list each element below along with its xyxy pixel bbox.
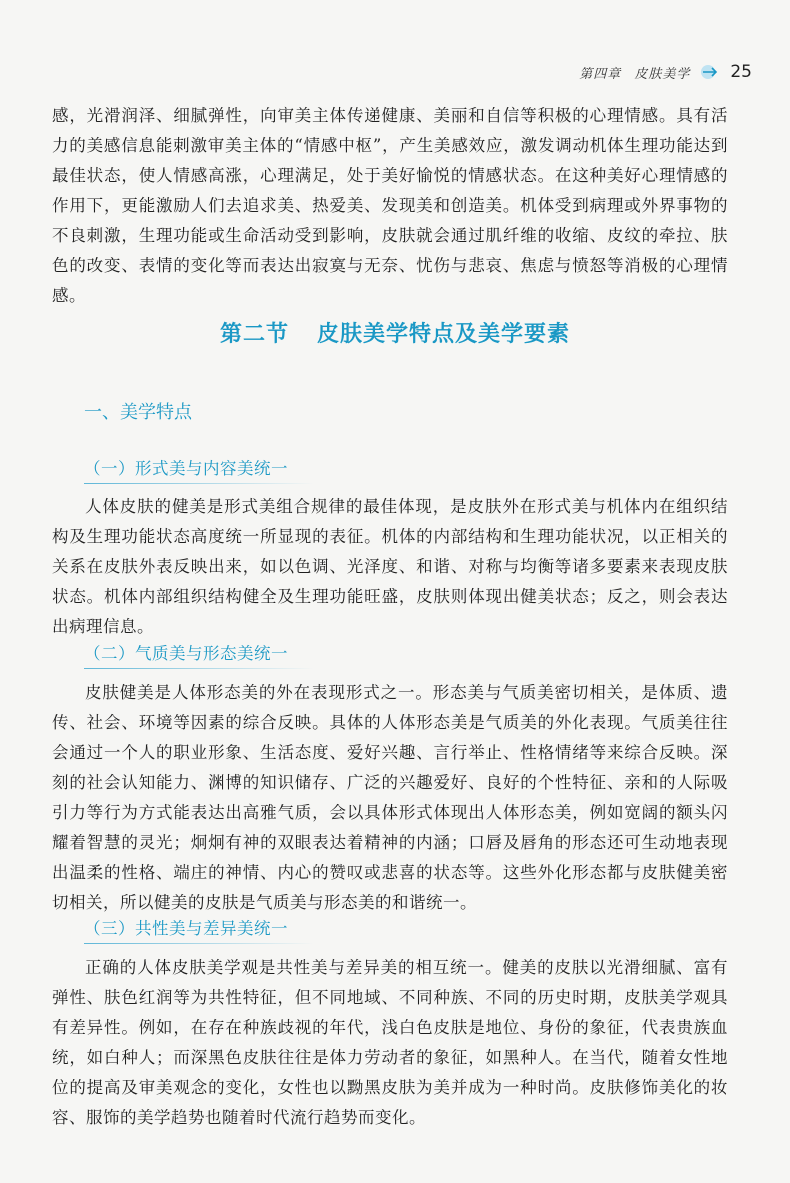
section-number: 第二节 [219,322,289,347]
item-paragraph-1: 人体皮肤的健美是形式美组合规律的最佳体现，是皮肤外在形式美与机体内在组织结构及生理功能状态高度统一所显现的表征。机体的内部结构和生理功能状况，以正相关的关系在皮肤外表反映出来，如以色调、光泽度、和谐、对称与均衡等诸多要素来表现皮肤状态。机体内部组织结构健全及生理功能旺盛，皮肤则体现出健美状态；反之，则会表达出病理信息。 [52,497,728,636]
heading-underline [84,668,314,669]
item-paragraph-3: 正确的人体皮肤美学观是共性美与差异美的相互统一。健美的皮肤以光滑细腻、富有弹性、肤色红润等为共性特征，但不同地域、不同种族、不同的历史时期，皮肤美学观具有差异性。例如，在存在种族歧视的年代，浅白色皮肤是地位、身份的象征，代表贵族血统，如白种人；而深黑色皮肤往往是体力劳动者的象征，如黑种人。在当代，随着女性地位的提高及审美观念的变化，女性也以黝黑皮肤为美并成为一种时尚。皮肤修饰美化的妆容、服饰的美学趋势也随着时代流行趋势而变化。 [52,958,728,1127]
subsection-heading: 一、美学特点 [84,402,192,423]
arrow-icon [700,64,720,80]
page-number: 25 [730,62,752,82]
item-heading-2-text: （二）气质美与形态美统一 [84,644,288,663]
chapter-label [579,63,690,82]
running-header [579,62,752,82]
item-heading-1-text: （一）形式美与内容美统一 [84,459,288,478]
chapter-number: 第四章 [579,66,622,82]
item-heading-2 [84,640,288,664]
item-heading-3 [84,915,288,939]
section-heading: 皮肤美学特点及美学要素 [317,322,571,347]
item-heading-1 [84,455,288,479]
chapter-title: 皮肤美学 [634,66,691,82]
heading-underline [84,483,314,484]
heading-underline [84,943,314,944]
item-heading-3-text: （三）共性美与差异美统一 [84,919,288,938]
intro-paragraph: 感，光滑润泽、细腻弹性，向审美主体传递健康、美丽和自信等积极的心理情感。具有活力的美感信息能刺激审美主体的“情感中枢”，产生美感效应，激发调动机体生理功能达到最佳状态，使人情感高涨，心理满足，处于美好愉悦的情感状态。在这种美好心理情感的作用下，更能激励人们去追求美、热爱美、发现美和创造美。机体受到病理或外界事物的不良刺激，生理功能或生命活动受到影响，皮肤就会通过肌纤维的收缩、皮纹的牵拉、肤色的改变、表情的变化等而表达出寂寞与无奈、忧伤与悲哀、焦虑与愤怒等消极的心理情感。 [52,106,728,305]
item-paragraph-2: 皮肤健美是人体形态美的外在表现形式之一。形态美与气质美密切相关，是体质、遗传、社会、环境等因素的综合反映。具体的人体形态美是气质美的外化表现。气质美往往会通过一个人的职业形象、生活态度、爱好兴趣、言行举止、性格情绪等来综合反映。深刻的社会认知能力、渊博的知识储存、广泛的兴趣爱好、良好的个性特征、亲和的人际吸引力等行为方式能表达出高雅气质，会以具体形式体现出人体形态美，例如宽阔的额头闪耀着智慧的灵光；炯炯有神的双眼表达着精神的内涵；口唇及唇角的形态还可生动地表现出温柔的性格、端庄的神情、内心的赞叹或悲喜的状态等。这些外化形态都与皮肤健美密切相关，所以健美的皮肤是气质美与形态美的和谐统一。 [52,683,728,912]
section-title [0,317,790,348]
